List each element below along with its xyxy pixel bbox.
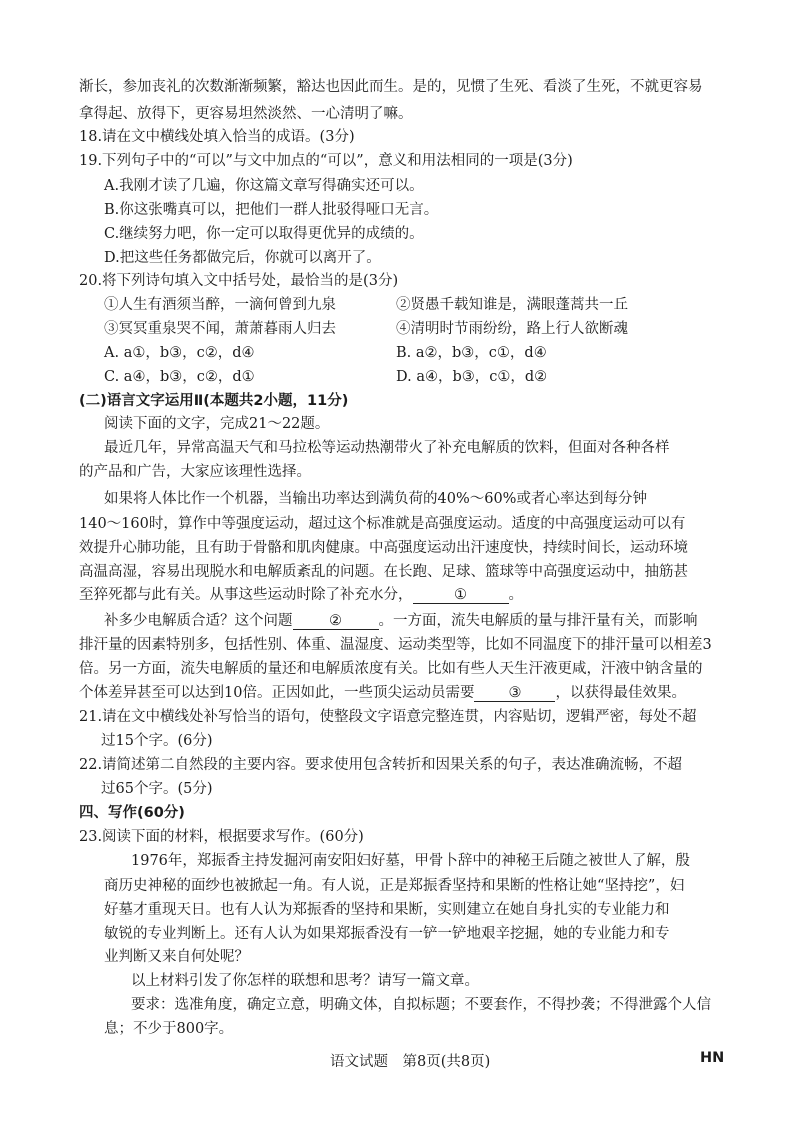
passage-p2-line-4: 高温高湿，容易出现脱水和电解质紊乱的问题。在长跑、足球、篮球等中高强度运动中，抽筋甚 bbox=[79, 564, 688, 580]
blank-1: ① bbox=[413, 587, 509, 604]
material-line-5: 业判断又来自何处呢？ bbox=[104, 949, 249, 965]
poem-line-4: ④清明时节雨纷纷，路上行人欲断魂 bbox=[396, 321, 628, 337]
material-line-4: 敏锐的专业判断上。还有人认为如果郑振香没有一铲一铲地艰辛挖掘，她的专业能力和专 bbox=[104, 926, 670, 942]
writing-prompt: 以上材料引发了你怎样的联想和思考？请写一篇文章。 bbox=[131, 973, 479, 989]
passage-p3-line-1 bbox=[104, 611, 698, 631]
passage-p1-line-1: 最近几年，异常高温天气和马拉松等运动热潮带火了补充电解质的饮料，但面对各种各样 bbox=[104, 440, 670, 456]
question-22-line-1: 22.请简述第二自然段的主要内容。要求使用包含转折和因果关系的句子，表达准确流畅，不超 bbox=[79, 757, 683, 773]
writing-requirements-line-2: 息；不少于800字。 bbox=[104, 1021, 234, 1037]
passage-p2-line-5 bbox=[79, 585, 523, 605]
region-code: HN bbox=[700, 1050, 725, 1066]
question-18: 18.请在文中横线处填入恰当的成语。(3分) bbox=[79, 129, 355, 145]
question-19-option-a: A.我刚才读了几遍，你这篇文章写得确实还可以。 bbox=[104, 178, 424, 194]
question-19-option-d: D.把这些任务都做完后，你就可以离开了。 bbox=[104, 250, 381, 266]
material-line-2: 商历史神秘的面纱也被掀起一角。有人说，正是郑振香坚持和果断的性格让她“坚持挖”，妇 bbox=[104, 878, 685, 894]
question-22-line-2: 过65个字。(5分) bbox=[101, 781, 213, 797]
passage-p3-line-2: 排汗量的因素特别多，包括性别、体重、温湿度、运动类型等，比如不同温度下的排汗量可以相差3 bbox=[79, 637, 712, 653]
section-4-heading: 四、写作(60分) bbox=[79, 805, 185, 821]
question-20-option-a: A. a①，b③，c②，d④ bbox=[104, 345, 255, 361]
page-footer: 语文试题 第8页(共8页) bbox=[330, 1054, 491, 1070]
question-23-stem: 23.阅读下面的材料，根据要求写作。(60分) bbox=[79, 829, 364, 845]
writing-requirements-line-1: 要求：选准角度，确定立意，明确文体，自拟标题；不要套作，不得抄袭；不得泄露个人信 bbox=[131, 997, 711, 1013]
passage-p2-line-3: 效提升心肺功能，且有助于骨骼和肌肉健康。中高强度运动出汗速度快，持续时间长，运动环境 bbox=[79, 540, 688, 556]
question-20-option-c: C. a④，b③，c②，d① bbox=[104, 369, 255, 385]
passage-p2-line-2: 140～160时，算作中等强度运动，超过这个标准就是高强度运动。适度的中高强度运动可以有 bbox=[79, 516, 686, 532]
question-19-option-c: C.继续努力吧，你一定可以取得更优异的成绩的。 bbox=[104, 226, 424, 242]
passage-p3-line-4-text: 个体差异甚至可以达到10倍。正因如此，一些顶尖运动员需要 bbox=[79, 685, 475, 701]
poem-line-2: ②贤愚千载知谁是，满眼蓬蒿共一丘 bbox=[396, 297, 628, 313]
passage-p3-line-1-text: 补多少电解质合适？这个问题 bbox=[104, 613, 293, 629]
blank-3: ③ bbox=[474, 685, 555, 702]
blank-2: ② bbox=[293, 613, 379, 630]
question-21-line-2: 过15个字。(6分) bbox=[101, 733, 213, 749]
intro-line-2: 拿得起、放得下，更容易坦然淡然、一心清明了嘛。 bbox=[79, 106, 413, 122]
passage-p2-line-5-text: 至猝死都与此有关。从事这些运动时除了补充水分， bbox=[79, 587, 413, 603]
section-2-instruction: 阅读下面的文字，完成21～22题。 bbox=[104, 416, 330, 432]
question-20-option-d: D. a④，b③，c①，d② bbox=[396, 369, 548, 385]
passage-p2-line-5-end: 。 bbox=[508, 587, 523, 603]
material-line-3: 好墓才重现天日。也有人认为郑振香的坚持和果断，实则建立在她自身扎实的专业能力和 bbox=[104, 902, 670, 918]
intro-line-1: 渐长，参加丧礼的次数渐渐频繁，豁达也因此而生。是的，见惯了生死、看淡了生死，不就更容易 bbox=[79, 79, 703, 95]
question-20-option-b: B. a②，b③，c①，d④ bbox=[396, 345, 547, 361]
passage-p3-line-3: 倍。另一方面，流失电解质的量还和电解质浓度有关。比如有些人天生汗液更咸，汗液中钠含量的 bbox=[79, 661, 703, 677]
section-2-heading: (二)语言文字运用Ⅱ(本题共2小题，11分) bbox=[79, 393, 349, 409]
passage-p3-line-4-rest: ，以获得最佳效果。 bbox=[555, 685, 686, 701]
poem-line-3: ③冥冥重泉哭不闻，萧萧暮雨人归去 bbox=[104, 321, 336, 337]
question-19-option-b: B.你这张嘴真可以，把他们一群人批驳得哑口无言。 bbox=[104, 202, 439, 218]
poem-line-1: ①人生有酒须当醉，一滴何曾到九泉 bbox=[104, 297, 336, 313]
passage-p3-line-1-rest: 。一方面，流失电解质的量与排汗量有关，而影响 bbox=[378, 613, 698, 629]
question-19-stem: 19.下列句子中的“可以”与文中加点的“可以”，意义和用法相同的一项是(3分) bbox=[79, 153, 573, 169]
passage-p2-line-1: 如果将人体比作一个机器，当输出功率达到满负荷的40%～60%或者心率达到每分钟 bbox=[104, 491, 647, 507]
question-20-stem: 20.将下列诗句填入文中括号处，最恰当的是(3分) bbox=[79, 273, 399, 289]
question-21-line-1: 21.请在文中横线处补写恰当的语句，使整段文字语意完整连贯，内容贴切，逻辑严密，每处不超 bbox=[79, 709, 697, 725]
passage-p1-line-2: 的产品和广告，大家应该理性选择。 bbox=[79, 464, 311, 480]
passage-p3-line-4 bbox=[79, 683, 686, 703]
material-line-1: 1976年，郑振香主持发掘河南安阳妇好墓，甲骨卜辞中的神秘王后随之被世人了解，殷 bbox=[131, 853, 690, 869]
